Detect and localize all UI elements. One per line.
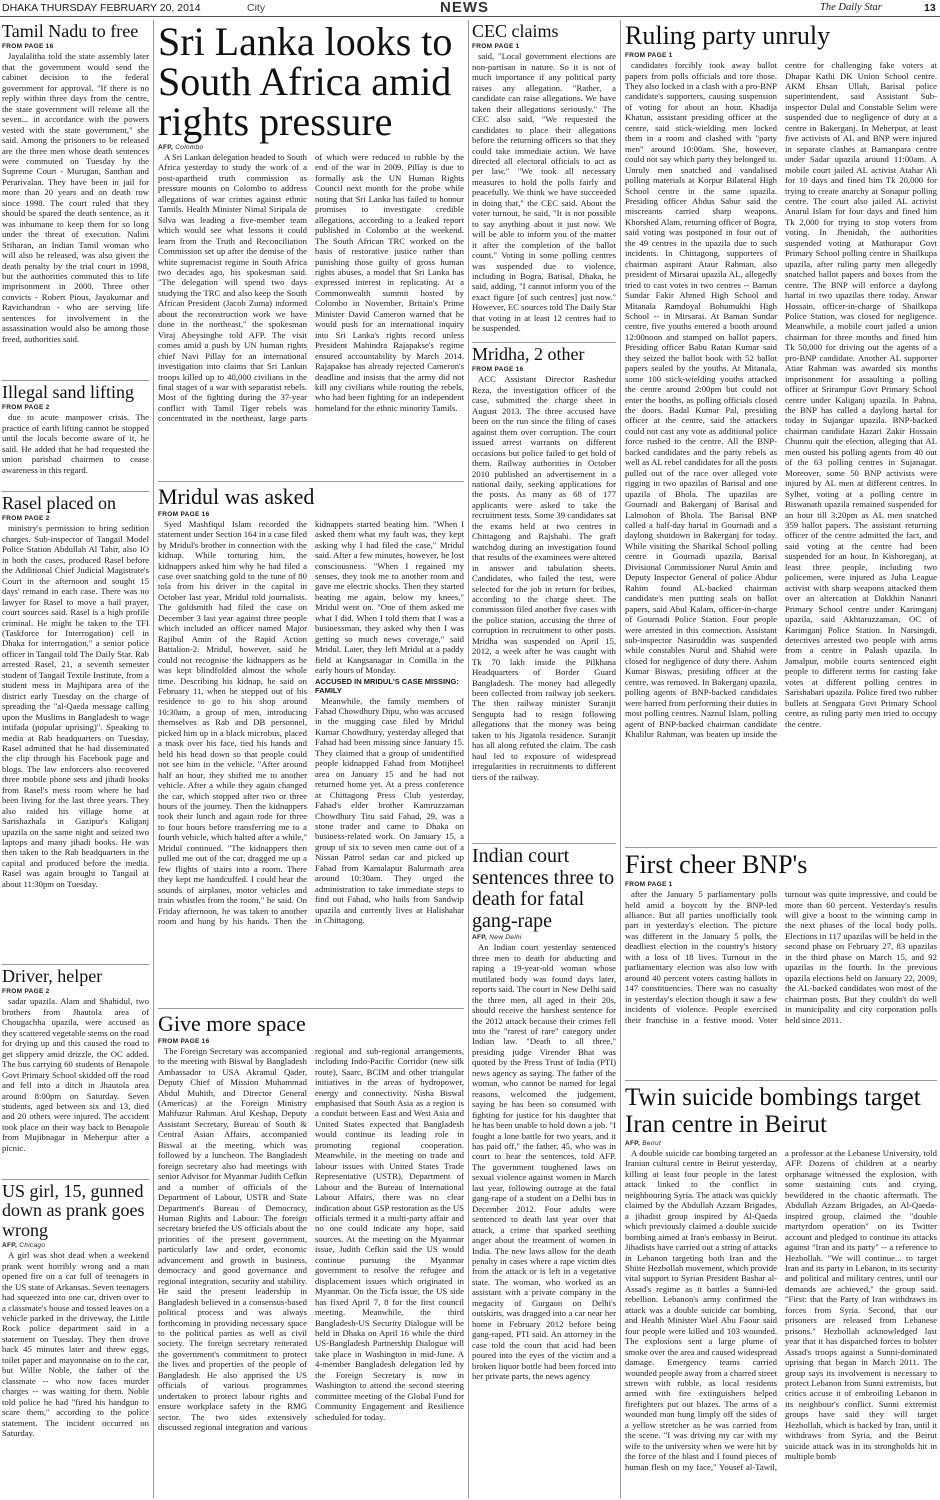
byline-place: Colombo: [175, 144, 204, 151]
masthead-section: City: [247, 2, 266, 14]
rule: [472, 843, 616, 844]
byline-place: Chicago: [19, 1242, 46, 1250]
masthead-date: DHAKA THURSDAY FEBRUARY 20, 2014: [2, 2, 201, 14]
article-us-girl: [2, 1182, 149, 1498]
article-mridul: [158, 485, 464, 1005]
headline: Driver, helper: [2, 967, 103, 986]
jump-label: FROM PAGE 2: [2, 988, 50, 996]
article-body: The Foreign Secretary was accompanied to the meeting with Biswal by Bangladesh Ambassador to USA Akramul Qader, Deputy Chief of Mission Muhammad Abdul Muhith, and Director General (Americas) at the Foreign Ministry Mahfuzur Rahman. Atul Keshap, Deputy Assistant Secretary, Bureau of South & Central Asian Affairs, accompanied Biswal at the meeting, which was followed by a luncheon. The Bangladesh foreign secretary also had meetings with senior Advisor for Myanmar Judith Cefkin and a number of officials of the Department of Labour, USTR and State Department's Bureau of Democracy, Human Rights and Labour. The foreign secretary briefed the US officials about the priorities of the present government, particularly law and order, economic advancement and growth in business, democracy and good governance and regional integration, security and stability. He said the present leadership in Bangladesh believed in a consensus-based political process and was always forthcoming in providing necessary space to the political parties as well as civil society. The foreign secretary reiterated the government's commitment to protect the lives and properties of the people of Bangladesh. He also apprised the US officials of various programmes undertaken to protect labour rights and ensure workplace safety in the RMG sector. The two sides extensively discussed regional integration and various regional and sub-regional arrangements, including Indo-Pacific Corridor (new silk route), Saarc, BCIM and other triangular initiatives in the areas of hydropower, energy and connectivity. Nisha Biswal emphasised that South Asia as a region is a conduit between East and West Asia and United States expected that Bangladesh would continue its leading role in promoting regional cooperation. Meanwhile, in the meeting on trade and labour issues with United States Trade Representative (USTR), Department of Labour and the Bureau of International Labour Affairs, there was no clear indication about GSP restoration as the US officials termed it a multi-party affair and no one could indicate any hope, said sources. At the meeting on the Myanmar issue, Judith Cefkin said the US would continue pursuing the Myanmar government to resolve the refugee and displacement issues which originated in Myanmar. On the Ticfa issue, the US side has fixed April 7, 8 for the first council meeting. Meanwhile, the third Bangladesh-US Security Dialogue will be held in Dhaka on April 16 while the third US-Bangladesh Partnership Dialogue will take place in Washington in mid-June. A 4-member Bangladesh delegation led by the Foreign Secretary is now in Washington to attend the second steering committee meeting of the Global Fund for Community Engagement and Resilience scheduled for today.: [158, 1045, 464, 1433]
article-columns: [158, 519, 464, 1003]
article-give-more-space: [158, 1012, 464, 1492]
article-sri-lanka: [158, 22, 464, 478]
article-body: A double suicide car bombing targeted an Iranian cultural centre in Beirut yesterday, killing at least four people in the latest attack linked to the conflict in neighbouring Syria. The attack was quickly claimed by the Abdullah Azzam Brigades, a jihadist group inspired by Al-Qaeda which previously claimed a double suicide bombing aimed at Iran's embassy in Beirut. Jihadists have carried out a string of attacks in Lebanon targeting both Iran and the Shiite Hezbollah movement, which provide vital support to Syrian President Bashar al-Assad's regime as it battles a Sunni-led rebellion. Lebanon's army confirmed the attack was a double suicide car bombing, and Health Minister Wael Abu Faour said four people were killed and 103 wounded. The explosions sent a large plume of smoke over the area and caused widespread damage. Emergency teams carried wounded people away from a charred street strewn with rubble, as local residents armed with fire extinguishers helped firefighters put out blazes. The arms of a wounded man hung limply off the sides of a yellow stretcher as he was carried from the scene. "I was driving my car with my wife to the university when we were hit by the force of the blast and I found pieces of human flesh on my face," Yousef al-Tawil, a professor at the Lebanese University, told AFP. Dozens of children at a nearby orphanage witnessed the explosion, with some sustaining cuts and crying, bewildered in the chaotic aftermath. The Abdullah Azzam Brigades, an Al-Qaeda-inspired group, claimed the "double martyrdom operation" on its Twitter account and pledged to continue its attacks against "Iran and its party" -- a reference to Hezbollah. "We will continue... to target Iran and its party in Lebanon, in its security and political and military centres, until our demands are achieved," the group said. "First: that the Party of Iran withdraws its forces from Syria. Second, that our prisoners are released from Lebanese prisons." Hezbollah acknowledged last year that it has dispatched forces to bolster Assad's troops against a Sunni-dominated uprising that began in March 2011. The group says its involvement is necessary to protect Lebanon from Sunni extremists, but critics accuse it of embroiling Lebanon in its neighbour's conflict. Sunni extremist groups have said they will target Hezbollah, which is backed by Iran, until it withdraws from Syria, and the Beirut suicide attack was in its strongholds hit in multiple bomb: [625, 1148, 937, 1472]
jump-label: FROM PAGE 1: [625, 881, 673, 889]
headline: Mridul was asked: [158, 485, 315, 509]
headline: First cheer BNP's: [625, 851, 808, 879]
article-body: Jayalalitha told the state assembly later that the government would send the cabinet decision to the federal government for approval. "If there is no reply within three days from the centre, the state government will release all the seven... in accordance with the powers vested with the state government," she said. Among the prisoners to be released are the three men whose death sentences were commuted on Tuesday by the Supreme Court - Murugan, Santhan and Perarivalan. They have been in jail for more than 20 years and on death row since 1998. The court ruled that they should be spared the death sentence, as it was inhumane to keep them for so long under the threat of execution. Nalini Sriharan, an Indian Tamil woman who will also be released, was also given the death penalty by the trial court in 1998, but the authorities commuted this to life imprisonment in 2000. Three other convicts - Robert Pious, Jayakumar and Ravichandran - who are serving life sentences for involvement in the assassination would also be among those freed, authorities said.: [2, 51, 149, 344]
article-indian-court: [472, 846, 616, 1476]
column-rule: [153, 20, 154, 1498]
article-mridha: [472, 345, 616, 841]
rule: [625, 1080, 937, 1081]
article-body: after the January 5 parliamentary polls held amid a boycott by the BNP-led alliance. But all parties unofficially took part in yesterday's election. The picture was different in the January 5 polls, the deadliest election in the country's history with a loss of 18 lives. Turnout in the parliamentary election was also low with around 40 percent voters casting ballots in 147 constituencies. There was no casualty in yesterday's election though it saw a few incidents of violence. People exercised their franchise in a festive mood. Voter turnout was quite impressive, and could be more than 60 percent. Yesterday's results will give a boost to the winning camp in the next phases of the local body polls. Elections in 117 upazilas will be held in the second phase on February 27, 83 upazilas in the third phase on March 15, and 92 upazilas in the fourth. In the previous upazila elections held on January 22, 2009, the AL-backed candidates won most of the chairman posts. But they couldn't do well in municipality and city corporation polls held since 2011.: [625, 889, 937, 1025]
center-column: [158, 22, 464, 1498]
headline: Illegal sand lifting: [2, 383, 134, 402]
article-ruling-party: [625, 22, 937, 844]
article-body: due to acute manpower crisis. The practice of earth lifting cannot be stopped until the locals become aware of it, he said. He added that he had requested the union parishad chairmen to cease awareness in this regard.: [2, 412, 149, 475]
third-column: [472, 22, 616, 1498]
article-body: sadar upazila. Alam and Shahidul, two brothers from Jhautola area of Chougachha upazila, were accused as they scattered vegetable stems on the road for drying up and this caused the road to get slippery amid drizzle, the OC added. The bus carrying 60 students of Benapole Govt Primary School skidded off the road and fell into a ditch in Jhautola area around 8:00pm on Saturday. Seven students, aged between six and 13, died and 20 others were injured. The accident took place on their way back to Benapole from Mujibnagar in Meherpur after a picnic.: [2, 996, 149, 1153]
jump-label: FROM PAGE 1: [472, 43, 520, 51]
byline: [158, 144, 464, 151]
masthead-paper: The Daily Star: [820, 2, 882, 13]
byline-place: Beirut: [642, 1140, 662, 1147]
rule: [2, 1179, 149, 1180]
byline: [472, 934, 616, 941]
article-rasel: [2, 494, 149, 962]
article-beirut: [625, 1084, 937, 1494]
right-column: [625, 22, 937, 1498]
article-body: Meanwhile, the family members of Fahad Chowdhury Dipu, who was accused in the mugging case filed by Mridul Kumar Chowdhury, yesterday alleged that Fahad had been missing since January 15. They claimed that a group of unidentified people kidnapped Fahad from Motijheel area on January 15 and he had not returned home yet. At a press conference at Chittagong Press Club yesterday, Fahad's elder brother Kamruzzaman Chowdhury Titu said Fahad, 29, was a stone trader and came to Dhaka on business-related work. On January 15, a group of six to seven men came out of a Nissan Patrol sedan car and picked up Fahad from Kamalapur Balurmath area around 10:30am. They urged the administration to take immediate steps to find out Fahad, who hails from Sandwip upazila and currently lives at Halishahar in Chittagong.: [315, 695, 464, 926]
article-driver: [2, 967, 149, 1177]
byline-agency: AFP,: [158, 144, 174, 151]
subhead: ACCUSED IN MRIDUL'S CASE MISSING: FAMILY: [315, 676, 459, 695]
jump-label: FROM PAGE 16: [158, 510, 210, 518]
headline: Twin suicide bombings target Iran centre in Beirut: [625, 1084, 921, 1138]
rule: [2, 380, 149, 381]
jump-label: FROM PAGE 2: [2, 515, 50, 523]
article-cec: [472, 22, 616, 340]
byline: [2, 1242, 149, 1249]
article-first-cheer: [625, 851, 937, 1077]
jump-label: FROM PAGE 1: [625, 52, 673, 60]
jump-label: FROM PAGE 16: [2, 43, 54, 51]
jump-label: FROM PAGE 16: [472, 366, 524, 374]
headline: CEC claims: [472, 22, 559, 41]
headline: Sri Lanka looks to South Africa amid rights pressure: [158, 22, 453, 144]
article-body: candidates forcibly took away ballot papers from polls officials and tore those. They also locked in a clash with a pro-BNP candidate's supporters, causing suspension of voting for about an hour. Khadija Khatun, assistant presiding officer at the centre, said stick-wielding men locked them in a room and clashed with "party men" around 10:00am. She, however, could not say which party they belonged to. Unruly men snatched and vandalised polling materials at Korpur Bilateral High School centre in the same upazila. Presiding officer Abdus Sabur said the miscreants carried sharp weapons. Khorshed Alam, returning officer of Bogra, said voting was postponed in four out of the 49 centres in the upazila due to such incidents. In Chittagong, supporters of chairman aspirant Ataur Rahman, also president of Mirsarai upazila AL, allegedly tried to cast votes in two centres -- Baman Sundar Fakir Ahmed High School and Mitanala Ramdoyal Bohumukhi High School -- in Mirsarai. At Baman Sundar centre, five youths entered a booth around 12:00noon and stamped on ballot papers. Presiding officer Babu Ratan Kumar said they seized the ballot book with 52 ballot papers sealed by the youths. At Mitanala, some 100 stick-wielding youths attacked the centre around 2:00pm but could not enter the booths, as polling officials closed the doors. Badal Kumar Pal, presiding officer at the centre, said the attackers could not cast any vote as additional police force rushed to the centre. All the BNP-backed candidates and the party rebels as well as AL rebel candidates for all the posts pulled out of the race over alleged vote rigging in two upazilas of Barisal and one upazila of Bhola. The upazilas are Gournadi and Bakerganj of Barisal and Lalmohon of Bhola. The Barisal BNP called a half-day hartal in Gournadi and a daylong shutdown in Bakerganj for today. While visiting the Sharikal School polling centre in Gournadi upazila, Barisal Divisional Commissioner Nurul Amin and Deputy Inspector General of police Abdur Rahim found AL-backed chairman candidate's men putting seals on ballot papers, said Abul Kalam, officer-in-charge of Gournadi Police Station. Four people were arrested in this connection. Assistant sub-inspector Nasiruddin was suspended while constables Nurul and Shahid were closed for negligence of duty there. Ashim Kumar Biswas, presiding officer at the centre, was removed. In Bakerganj upazila, polling agents of BNP-backed candidates were barred from performing their duties in most polling centres. Naznul Islam, polling agent of BNP-backed chairman candidate Khalilur Rahman, was beaten up inside the centre for challenging fake voters at Dhapar Kathi DK Union School centre. AKM Ehsan Ullah, Barisal police superintendent, said Assistant Sub-inspector Dulal and Constable Selim were suspended due to negligence of duty at a centre in Bakerganj. In Meherpur, at least five activists of AL and BNP were injured in separate clashes at Bamanpara centre under Sadar upazila around 11:00am. A mobile court jailed AL activist Atahar Ali for 10 days and fined him Tk 20,000 for trying to create anarchy at Sonapur polling centre. The court also jailed AL activist Anarul Islam for four days and fined him Tk 2,000 for trying to stop voters from voting. In Jhenidah, the authorities suspended voting at Mathurapur Govt Primary School polling centre in Shailkupa upazila, after ruling party men allegedly snatched ballot papers and boxes from the centre. The BNP will enforce a daylong hartal in two upazilas there today. Anwar Hossain, officer-in-charge of Shailkupa Police Station, was closed for negligence. Meanwhile, a mobile court jailed a union chairman for three months and fined him Tk 50,000 for driving out the agents of a pro-BNP candidate. Another AL supporter Atiar Rahman was awarded six months imprisonment for assaulting a polling officer at Srirampur Govt Primary School centre under Kaliganj upazila. In Pabna, the BNP has called a daylong hartal for today in Sujangar upazila. BNP-backed chairman candidate Hazari Zakir Hossain Chunnu quit the election, alleging that AL men ousted his polling agents from 40 out of the 63 polling centres in Sujanagar. Moreover, some 50 BNP activists were injured by AL men at different centres. In Sylhet, voting at a polling centre in Biswanath upazila remained suspended for an hour till 3:20pm as AL men snatched 359 ballot papers. The assistant returning officer of the centre admitted the fact, and said voting at the centre had been suspended for an hour. In Kishoreganj, at least three people, including two policemen, were injured as Juba League activist with sharp weapons attacked them over an altercation at Dakkhin Nanasri Primary School centre under Karimganj upazila, said Akhtaruzzaman, OC of Karimganj Police Station. In Narsingdi, detectives arrested two people with arms from a centre in Palash upazila. In Jamalpur, mobile courts sentenced eight people to different terms for casting fake votes at different polling centres in Sarishabari upazila. Police fired two rubber bullets at Sengpara Govt Primary School centre, as ruling party men tried to occupy the centre.: [625, 60, 937, 740]
masthead-page-number: 13: [924, 2, 936, 14]
article-body: A Sri Lankan delegation headed to South Africa yesterday to study the work of a post-apartheid truth commission as pressure mounts on Colombo to address allegations of war crimes against ethnic Tamils. Health Minister Nimal Siripala de Silva was leading a five-member team which would see what lessons it could learn from the Truth and Reconciliation Commission set up after the demise of the white supremacist regime in South Africa two decades ago, his spokesman said. "The delegation will spend two days studying the TRC and also keep the South African President (Jacob Zuma) informed about the reconstruction work we have done in the northeast," the spokesman Viraj Abeysinghe told AFP. The visit comes amid a push by UN human rights chief Navi Pillay for an international investigation into claims that Sri Lankan troops killed up to 40,000 civilians in the final stages of a war with separatist rebels. Most of the fighting during the 37-year conflict with Tamil Tiger rebels was concentrated in the northeast, large parts of which were reduced to rubble by the end of the war in 2009. Pillay is due to formally ask the UN Human Rights Council next month for the probe while noting that Sri Lanka has failed to honour promises to investigate credible allegations, according to a leaked report published in Colombo at the weekend. The South African TRC worked on the basis of restorative justice rather than punishing those guilty of gross human rights abuses, a model that Sri Lanka has expressed interest in replicating. At a Commonwealth summit hosted by Colombo in November, Britain's Prime Minister David Cameron warned that he would push for an international inquiry into Sri Lanka's rights record unless President Mahindra Rajapakse's regime ensured accountability by March 2014. Rajapakse has already rejected Cameron's deadline and insists that the army did not kill any civilians while routing the rebels, who had been fighting for an independent homeland for the ethnic minority Tamils.: [158, 152, 464, 424]
column-rule: [468, 20, 469, 1498]
article-body: ACC Assistant Director Rashedur Reza, the investigation officer of the case, submitted the charge sheet in August 2013. The three accused have been on the run since the filing of cases against them over corruption. The court issued arrest warrants on different occasions but police failed to get hold of them. Railway authorities in October 2010 published an advertisement in a national daily, seeking applications for the posts. As many as 68 of 177 applicants were asked to take the recruitment tests. Some 39 candidates sat the exams held at two centres in Chittagong and Rajshahi. The graft watchdog during an investigation found that results of the examinees were altered in answer and tabulation sheets. Candidates, who failed the test, were selected for the job in return for bribes, according to the charge sheet. The commission filed another five cases with the police station, accusing the three of corruption in recruitment to other posts. Mridha was suspended on April 15, 2012, a week after he was caught with Tk 70 lakh inside the Pilkhana Headquarters of Border Guard Bangladesh. The money had allegedly been collected from railway job seekers. The then railway minister Suranjit Sengupta had to resign following allegations that the money was being taken to his Jigatola residence. Suranjit has all along refuted the claim. The cash haul led to exposure of widespread irregularities in recruitments to different tiers of the railway.: [472, 374, 616, 782]
article-body: ministry's permission to bring sedition charges. Sub-inspector of Tangail Model Police Station Abdullah Al Tahir, also IO in both the cases, produced Rasel before the Additional Chief Judicial Magistrate's Court in the afternoon and sought 15 days' remand in each case. There was no lawyer for Rasel to move a bail prayer, court sources said. Rasel is a high profile criminal. He might be taken to the TFI (Taskforce for Interrogation) cell in Dhaka for interrogation," a senior police officer in Tangail told The Daily Star. Rab arrested Rasel, 21, a seventh semester student of Tangail Textile Institute, from a student mess in Majhipara area of the district early Tuesday on the charge of spreading the "al-Qaeda message calling upon the Muslims in Bangladesh to wage intifada (popular uprising)". Speaking to media at Rab headquarters on Tuesday, Rasel admitted that he had disseminated the clip through his Facebook page and blogs. The law enforcers also recovered three mobile phone sets and jihadi books from Rasel's mess room where he had been living for the last three years. They also raided his village home at Sarishazhala in Gazipur's Kaliganj upazila on the same night and seized two laptops and many jihadi books. He was then taken to the Rab headquarters in the capital and produced before the media. Rasel was again brought to Tangail at about 11:30pm on Tuesday.: [2, 523, 149, 889]
article-sand: [2, 383, 149, 489]
rule: [2, 491, 149, 492]
jump-label: FROM PAGE 16: [158, 1037, 210, 1045]
rule: [625, 847, 937, 848]
headline: Indian court sentences three to death for fatal gang-rape: [472, 846, 615, 932]
byline: [625, 1140, 937, 1147]
headline: Give more space: [158, 1012, 306, 1036]
byline-agency: AFP,: [472, 934, 488, 942]
left-column: [2, 22, 149, 1498]
headline: US girl, 15, gunned down as prank goes wrong: [2, 1182, 145, 1240]
rule: [158, 1008, 464, 1009]
jump-label: FROM PAGE 2: [2, 404, 50, 412]
byline-place: New Delhi: [489, 934, 522, 942]
column-rule: [620, 20, 621, 1498]
byline-agency: AFP,: [2, 1242, 18, 1250]
rule: [158, 481, 464, 482]
article-body: Syed Mashfiqul Islam recorded the statement under Section 164 in a case filed by Mridul's brother in connection with the kidnap. While torturing him, the kidnappers asked him why he had filed a case over snatching gold to the tune of 80 tola from his driver in the capital in October last year, Mridul told journalists. The goldsmith had filed the case on December 3 last year against three people which included an officer named Major Rajibul Amin of the Rapid Action Battalion-2. Mridul, however, said he could not recognise the kidnappers as he was kept blindfolded almost the whole time. Describing his kidnap, he said on February 11, when he stepped out of his residence to go to his shop around 10:30am, a group of men, introducing themselves as Rab and DB personnel, picked him up in a black microbus, placed a mask over his face, tied his hands and held his head down so that people could not see him in the vehicle. "After around half an hour, they shifted me to another vehicle. After a while they again changed the car, which stopped after two or three hours of the journey. Then the kidnappers took their lunch and again rode for three to four hours before transferring me to a fourth vehicle, which halted after a while," Mridul continued. "The kidnappers then pulled me out of the car, dragged me up a few flights of stairs into a room. There they kept me handcuffed. I could hear the sounds of airplanes, motor vehicles and train whistles from the room," he said. On Friday afternoon, he was taken to another room and hung by his hands. Then the kidnappers started beating him. "When I asked them what my fault was, they kept asking why I had filed the case," Mridul said. After a few minutes, however, he lost consciousness. "When I regained my senses, they took me to another room and gave me electric shocks. Then they started beating me again, below my knees," Mridul went on. "One of them asked me what I did. When I told them that I was a businessman, they asked why then I was getting so much news coverage," said Mridul. Later, they left Mridul at a paddy field at Kangsanagar in Comilla in the early hours of Monday.: [158, 518, 464, 926]
rule: [472, 342, 616, 343]
masthead: [0, 0, 940, 17]
headline: Mridha, 2 other: [472, 345, 585, 364]
headline: Tamil Nadu to free: [2, 22, 139, 41]
headline: Ruling party unruly: [625, 22, 831, 50]
headline: Rasel placed on: [2, 494, 116, 513]
article-body: A girl was shot dead when a weekend prank went horribly wrong and a man opened fire on a car full of teenagers in the US state of Arkansas. Seven teenagers had squeezed into one car, driven over to a classmate's house and tossed leaves on a vehicle parked in the driveway, the Little Rock police department said in a statement on Tuesday. They then drove back 45 minutes later and threw eggs, toilet paper and mayonnaise on to the car, but Willie Noble, the father of the classmate -- who now faces murder charges -- was waiting for them. Noble told police he had "fired his handgun to scare them," according to the police statement. The incident occurred on Saturday.: [2, 1250, 149, 1439]
article-body: An Indian court yesterday sentenced three men to death for abducting and raping a 19-year-old woman whose mutilated body was found days later, reports said. The court in New Delhi said the three men, all aged in their 20s, should receive the harshest sentence for the 2012 attack because their crimes fell into the "rarest of rare" category under Indian law. "Death to all three," presiding judge Virender Bhat was quoted by the Press Trust of India (PTI) news agency as saying. The father of the woman, who cannot be named for legal reasons, welcomed the judgement, saying he has been so consumed with fighting for justice for his daughter that he has been unable to hold down a job. "I fought a lone battle for two years, and it has paid off," the father, 45, who was in court to hear the sentences, told AFP. The government toughened laws on sexual violence against women in March last year, following outrage at the fatal gang-rape of a student on a Delhi bus in December 2012. Four adults were sentenced to death last year over that attack, a crime that sparked seething anger about the treatment of women in India. The new laws allow for the death penalty in cases where a rape victim dies from the attack or is left in a vegetative state. The woman, who worked as an assistant with a private company in the megacity of Gurgaon on Delhi's outskirts, was dragged into a car near her home in February 2012 before being gang-raped, PTI said. An attorney in the case told the court that acid had been poured into the eyes of the victim and a broken liquor bottle had been forced into her private parts, the news agency: [472, 942, 616, 1381]
rule: [2, 964, 149, 965]
byline-agency: AFP,: [625, 1140, 641, 1147]
article-tamil: [2, 22, 149, 378]
masthead-label: NEWS: [440, 0, 489, 16]
article-body: said, "Local government elections are non-partisan in nature. So it is not of much importance if any political party raises any allegation. "Rather, a candidate can raise allegations. We have taken their allegations seriously." The CEC also said, "We requested the candidates to place their allegations before the returning officers so that they could take immediate action. We have directed all electoral officials to act as per law." "We took all necessary measures to hold the polls fairly and peacefully. We think we have succeeded in doing that," the CEC said. About the voter turnout, he said, "It is not possible to say anything about it just now. We will be able to inform you of the matter it after the completion of the ballot count." Voting in some polling centres was suspended due to violence, including in Bogra, Barisal, Dhaka, he said, adding, "I cannot inform you of the exact figure [of such centres] just now." However, EC sources told The Daily Star that voting in at least 12 centres had to be suspended.: [472, 51, 616, 334]
